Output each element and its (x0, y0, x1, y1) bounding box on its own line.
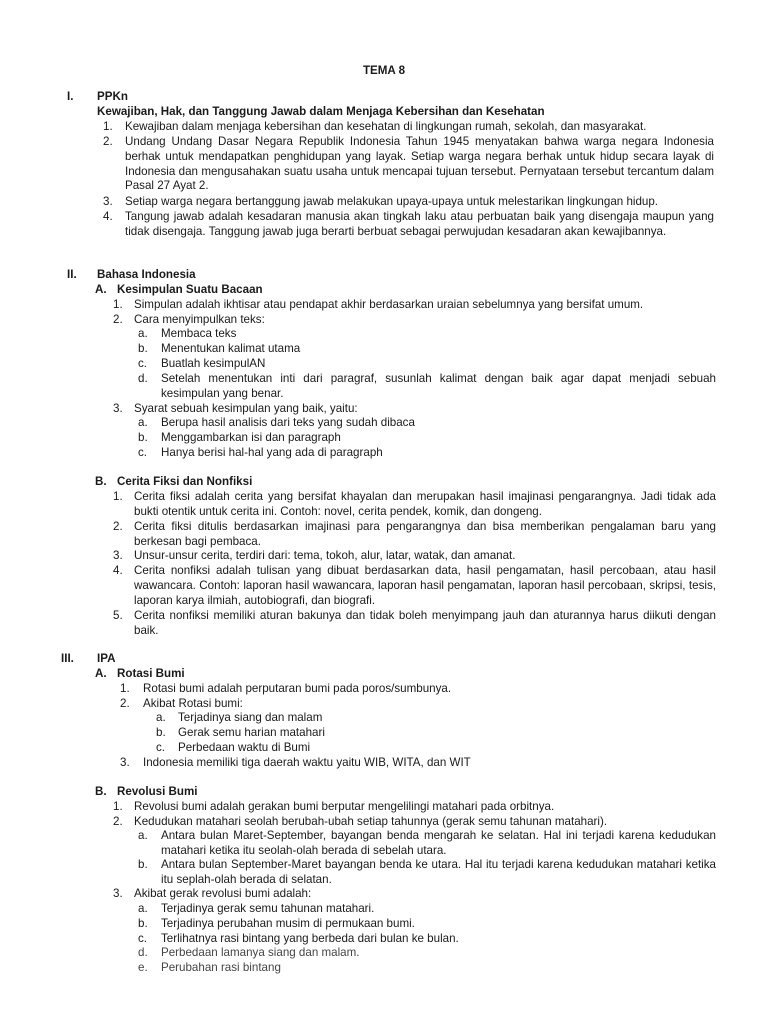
list-item: Undang Undang Dasar Negara Republik Indonesia Tahun 1945 menyatakan bahwa warga negara Indonesia berhak untuk mendapatkan penghidupan yang layak. Setiap warga negara berhak untuk hidup secara layak di Indonesia dan mengusahakan suatu usaha untuk mencapai tujuan tersebut. Pernyataan tersebut tercantum dalam Pasal 27 Ayat 2. (125, 135, 714, 193)
list-item: Tangung jawab adalah kesadaran manusia akan tingkah laku atau perbuatan baik yang disengaja maupun yang tidak disengaja. Tanggung jawab juga berarti berbuat sebagai perwujudan kesadaran akan kewajibannya. (125, 210, 714, 238)
sublist-item: Terjadinya siang dan malam (178, 711, 323, 724)
list-item: Akibat gerak revolusi bumi adalah: (134, 887, 312, 900)
list-number: 2. (120, 697, 130, 710)
sublist-item: Berupa hasil analisis dari teks yang sudah dibaca (161, 416, 415, 429)
subsection-title: Rotasi Bumi (117, 667, 185, 680)
section-heading: PPKn (97, 90, 128, 103)
section-number: I. (67, 90, 74, 103)
list-number: 1. (113, 490, 123, 503)
list-number: 1. (113, 298, 123, 311)
sublist-item: Terlihatnya rasi bintang yang berbeda dari bulan ke bulan. (161, 932, 459, 945)
list-number: 3. (120, 756, 130, 769)
sublist-letter: a. (138, 416, 148, 429)
subsection-label: A. (95, 667, 107, 680)
section-heading: IPA (97, 652, 116, 665)
list-number: 1. (103, 120, 113, 133)
subsection-title: Revolusi Bumi (117, 785, 198, 798)
sublist-item: Setelah menentukan inti dari paragraf, susunlah kalimat dengan baik agar dapat menjadi sebuah kesimpulan yang benar. (161, 372, 716, 400)
sublist-item: Membaca teks (161, 327, 237, 340)
section-heading: Bahasa Indonesia (97, 268, 196, 281)
list-number: 3. (103, 195, 113, 208)
list-item: Akibat Rotasi bumi: (143, 697, 243, 710)
sublist-letter: a. (138, 829, 148, 842)
list-item: Cara menyimpulkan teks: (134, 313, 265, 326)
list-number: 4. (113, 564, 123, 577)
sublist-item: Antara bulan September-Maret bayangan benda ke utara. Hal itu terjadi karena kedudukan matahari ketika itu seplah-olah berada di selatan. (161, 858, 716, 886)
list-item: Kedudukan matahari seolah berubah-ubah setiap tahunnya (gerak semu tahunan matahari). (134, 815, 608, 828)
sublist-letter: c. (138, 357, 148, 370)
sublist-item: Perbedaan waktu di Bumi (178, 741, 311, 754)
list-number: 1. (113, 800, 123, 813)
sublist-letter: b. (156, 726, 166, 739)
sublist-item: Gerak semu harian matahari (178, 726, 325, 739)
list-item: Cerita fiksi ditulis berdasarkan imajinasi para pengarangnya dan bisa memberikan pengalaman baru yang berkesan bagi pembaca. (134, 520, 716, 548)
list-number: 1. (120, 682, 130, 695)
list-item: Cerita fiksi adalah cerita yang bersifat khayalan dan merupakan hasil imajinasi pengarangnya. Jadi tidak ada bukti otentik untuk cerita ini. Contoh: novel, cerita pendek, komik, dan dongeng. (134, 490, 716, 518)
list-item: Unsur-unsur cerita, terdiri dari: tema, tokoh, alur, latar, watak, dan amanat. (134, 549, 516, 562)
list-item: Setiap warga negara bertanggung jawab melakukan upaya-upaya untuk melestarikan lingkungan hidup. (125, 195, 659, 208)
sublist-item: Menggambarkan isi dan paragraph (161, 431, 341, 444)
section-number: II. (67, 268, 77, 281)
list-number: 3. (113, 402, 123, 415)
list-number: 2. (113, 815, 123, 828)
subsection-label: B. (95, 475, 107, 488)
sublist-letter: e. (138, 961, 148, 974)
sublist-item: Perubahan rasi bintang (161, 961, 281, 974)
sublist-letter: b. (138, 917, 148, 930)
list-item: Indonesia memiliki tiga daerah waktu yaitu WIB, WITA, dan WIT (143, 756, 471, 769)
sublist-letter: c. (138, 446, 148, 459)
subsection-label: A. (95, 283, 107, 296)
list-number: 4. (103, 210, 113, 223)
list-number: 2. (113, 520, 123, 533)
sublist-item: Buatlah kesimpulAN (161, 357, 266, 370)
sublist-item: Terjadinya gerak semu tahunan matahari. (161, 902, 375, 915)
list-item: Kewajiban dalam menjaga kebersihan dan kesehatan di lingkungan rumah, sekolah, dan masyarakat. (125, 120, 647, 133)
sublist-item: Menentukan kalimat utama (161, 342, 301, 355)
sublist-letter: d. (138, 946, 148, 959)
list-item: Cerita nonfiksi adalah tulisan yang dibuat berdasarkan data, hasil pengamatan, hasil percobaan, atau hasil wawancara. Contoh: laporan hasil wawancara, laporan hasil pengamatan, laporan hasil percobaan, skripsi, tesis, laporan karya ilmiah, autobiografi, dan biografi. (134, 564, 716, 607)
subsection-label: B. (95, 785, 107, 798)
sublist-letter: c. (156, 741, 166, 754)
sublist-item: Perbedaan lamanya siang dan malam. (161, 946, 360, 959)
list-item: Revolusi bumi adalah gerakan bumi berputar mengelilingi matahari pada orbitnya. (134, 800, 555, 813)
section-number: III. (61, 652, 74, 665)
document-title: TEMA 8 (362, 64, 406, 77)
sublist-letter: a. (156, 711, 166, 724)
list-item: Simpulan adalah ikhtisar atau pendapat akhir berdasarkan uraian sebelumnya yang bersifat umum. (134, 298, 644, 311)
list-item: Rotasi bumi adalah perputaran bumi pada poros/sumbunya. (143, 682, 452, 695)
sublist-item: Terjadinya perubahan musim di permukaan bumi. (161, 917, 415, 930)
sublist-letter: a. (138, 902, 148, 915)
list-number: 3. (113, 887, 123, 900)
sublist-letter: b. (138, 342, 148, 355)
list-number: 2. (113, 313, 123, 326)
list-number: 5. (113, 609, 123, 622)
sublist-letter: d. (138, 372, 148, 385)
sublist-item: Hanya berisi hal-hal yang ada di paragraph (161, 446, 383, 459)
sublist-letter: b. (138, 858, 148, 871)
list-item: Syarat sebuah kesimpulan yang baik, yaitu: (134, 402, 358, 415)
list-item: Cerita nonfiksi memiliki aturan bakunya dan tidak boleh menyimpang jauh dan aturannya harus diikuti dengan baik. (134, 609, 716, 637)
sublist-item: Antara bulan Maret-September, bayangan benda mengarah ke selatan. Hal ini terjadi karena kedudukan matahari ketika itu seolah-olah berada di sebelah utara. (161, 829, 716, 857)
list-number: 2. (103, 135, 113, 148)
section-subtitle: Kewajiban, Hak, dan Tanggung Jawab dalam Menjaga Kebersihan dan Kesehatan (97, 105, 545, 118)
sublist-letter: c. (138, 932, 148, 945)
subsection-title: Cerita Fiksi dan Nonfiksi (117, 475, 253, 488)
sublist-letter: b. (138, 431, 148, 444)
sublist-letter: a. (138, 327, 148, 340)
subsection-title: Kesimpulan Suatu Bacaan (117, 283, 263, 296)
list-number: 3. (113, 549, 123, 562)
